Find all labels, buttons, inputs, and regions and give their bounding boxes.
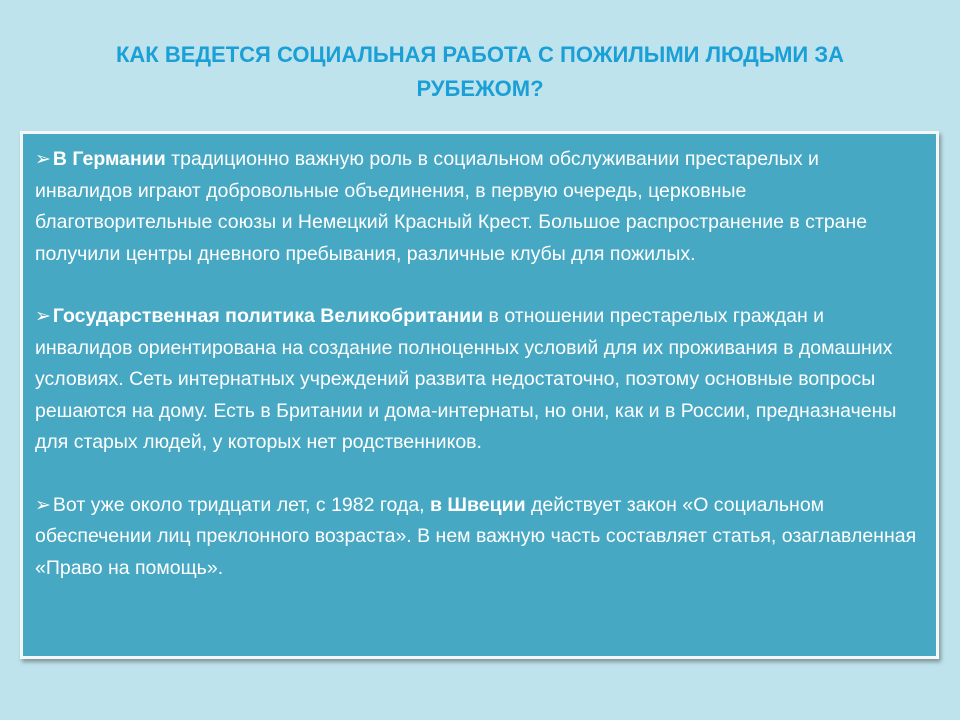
paragraph-germany — [35, 144, 920, 270]
slide-title: КАК ВЕДЕТСЯ СОЦИАЛЬНАЯ РАБОТА С ПОЖИЛЫМИ ЛЮДЬМИ ЗА РУБЕЖОМ? — [115, 42, 845, 101]
paragraph-germany-bold: В Германии — [52, 148, 166, 170]
paragraph-sweden-bold: в Швеции — [430, 493, 526, 516]
arrow-bullet-icon: ➢ — [35, 494, 51, 516]
content-panel — [20, 131, 939, 659]
paragraph-sweden-pre: Вот уже около тридцати лет, с 1982 года, — [52, 493, 431, 516]
paragraph-sweden-text: действует закон «О социальном обеспечении лиц преклонного возраста». В нем важную часть составляет статья, озаглавленная «Право на помощь». — [35, 493, 917, 579]
paragraph-sweden — [35, 490, 920, 585]
paragraph-britain-bold: Государственная политика Великобритании — [52, 305, 484, 327]
arrow-bullet-icon: ➢ — [35, 306, 51, 327]
paragraph-germany-text: традиционно важную роль в социальном обслуживании престарелых и инвалидов играют добровольные объединения, в первую очередь, церковные благотворительные союзы и Немецкий Красный Крест. Большое распространение в стране получили центры дневного пребывания, различные клубы для пожилых. — [35, 148, 868, 265]
paragraph-britain — [35, 301, 920, 459]
arrow-bullet-icon: ➢ — [35, 149, 51, 170]
paragraph-britain-text: в отношении престарелых граждан и инвалидов ориентирована на создание полноценных условий для их проживания в домашних условиях. Сеть интернатных учреждений развита недостаточно, поэтому основные вопросы решаются на дому. Есть в Британии и дома-интернаты, но они, как и в России, предназначены для старых людей, у которых нет родственников. — [35, 305, 897, 453]
